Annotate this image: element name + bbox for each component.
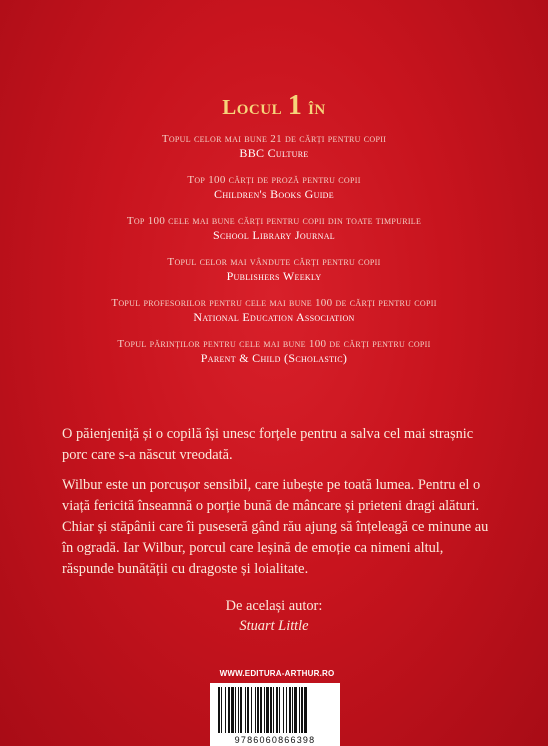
barcode-bar [221, 687, 222, 733]
barcode-bar [304, 687, 307, 733]
award-source: Parent & Child (Scholastic) [200, 351, 348, 365]
barcode-bar [225, 687, 226, 733]
barcode-bar [301, 687, 303, 733]
barcode-bar [228, 687, 230, 733]
barcode-bar [276, 687, 278, 733]
barcode-bar [235, 687, 236, 733]
award-item [0, 214, 548, 243]
heading-number: 1 [287, 90, 303, 121]
barcode-bar [255, 687, 256, 733]
barcode-bar [292, 687, 293, 733]
award-title: Top 100 cărți de proză pentru copii [187, 174, 361, 186]
award-item [0, 132, 548, 161]
award-source: BBC Culture [239, 146, 309, 160]
barcode-bars-icon [216, 687, 334, 733]
barcode-bar [245, 687, 246, 733]
barcode-bar [294, 687, 297, 733]
barcode-bar [240, 687, 242, 733]
barcode-bar [283, 687, 284, 733]
award-title: Topul profesorilor pentru cele mai bune 100 de cărți pentru copii [111, 297, 437, 309]
award-item [0, 173, 548, 202]
isbn-number: 9786060866398 [234, 735, 316, 745]
barcode-bar [260, 687, 262, 733]
heading-suffix: în [308, 95, 326, 119]
award-title: Topul celor mai vândute cărți pentru copii [167, 256, 381, 268]
barcode-bar [264, 687, 265, 733]
barcode-bar [218, 687, 220, 733]
barcode-bar [289, 687, 291, 733]
publisher-website: WWW.EDITURA-ARTHUR.RO [219, 669, 335, 678]
blurb-paragraph-1: O păienjeniță și o copilă își unesc forțele pentru a salva cel mai strașnic porc care s-a născut vreodată. [62, 426, 474, 463]
barcode-bar [231, 687, 234, 733]
award-title: Topul părinților pentru cele mai bune 100 de cărți pentru copii [117, 338, 431, 350]
barcode-bar [251, 687, 252, 733]
barcode-bar [238, 687, 239, 733]
award-item [0, 337, 548, 366]
barcode-bar [273, 687, 274, 733]
award-item [0, 296, 548, 325]
same-author-label: De același autor: [225, 598, 323, 614]
award-source: National Education Association [193, 310, 355, 324]
barcode-bar [286, 687, 287, 733]
blurb-paragraph-2: Wilbur este un porcușor sensibil, care iubește pe toată lumea. Pentru el o viață fericită înseamnă o porție bună de mâncare și prieteni dragi alături. Chiar și stăpânii care îi puseseră gând rău ajung să înțeleagă ce minune au în ogradă. Iar Wilbur, porcul care leșină de emoție ca nimeni altul, răspunde bunătății cu dragoste și loialitate. [62, 477, 489, 577]
award-title: Top 100 cele mai bune cărți pentru copii din toate timpurile [126, 215, 422, 227]
award-source: Children's Books Guide [214, 187, 334, 201]
awards-heading [0, 90, 548, 122]
barcode-bar [266, 687, 269, 733]
barcode-bar [257, 687, 259, 733]
barcode-bar [270, 687, 272, 733]
heading-prefix: Locul [222, 95, 283, 119]
same-author-book: Stuart Little [239, 618, 309, 634]
barcode [210, 683, 340, 746]
barcode-bar [247, 687, 249, 733]
award-source: Publishers Weekly [226, 269, 322, 283]
barcode-bar [299, 687, 300, 733]
award-item [0, 255, 548, 284]
award-title: Topul celor mai bune 21 de cărți pentru copii [161, 133, 387, 145]
barcode-bar [279, 687, 280, 733]
award-source: School Library Journal [213, 228, 335, 242]
